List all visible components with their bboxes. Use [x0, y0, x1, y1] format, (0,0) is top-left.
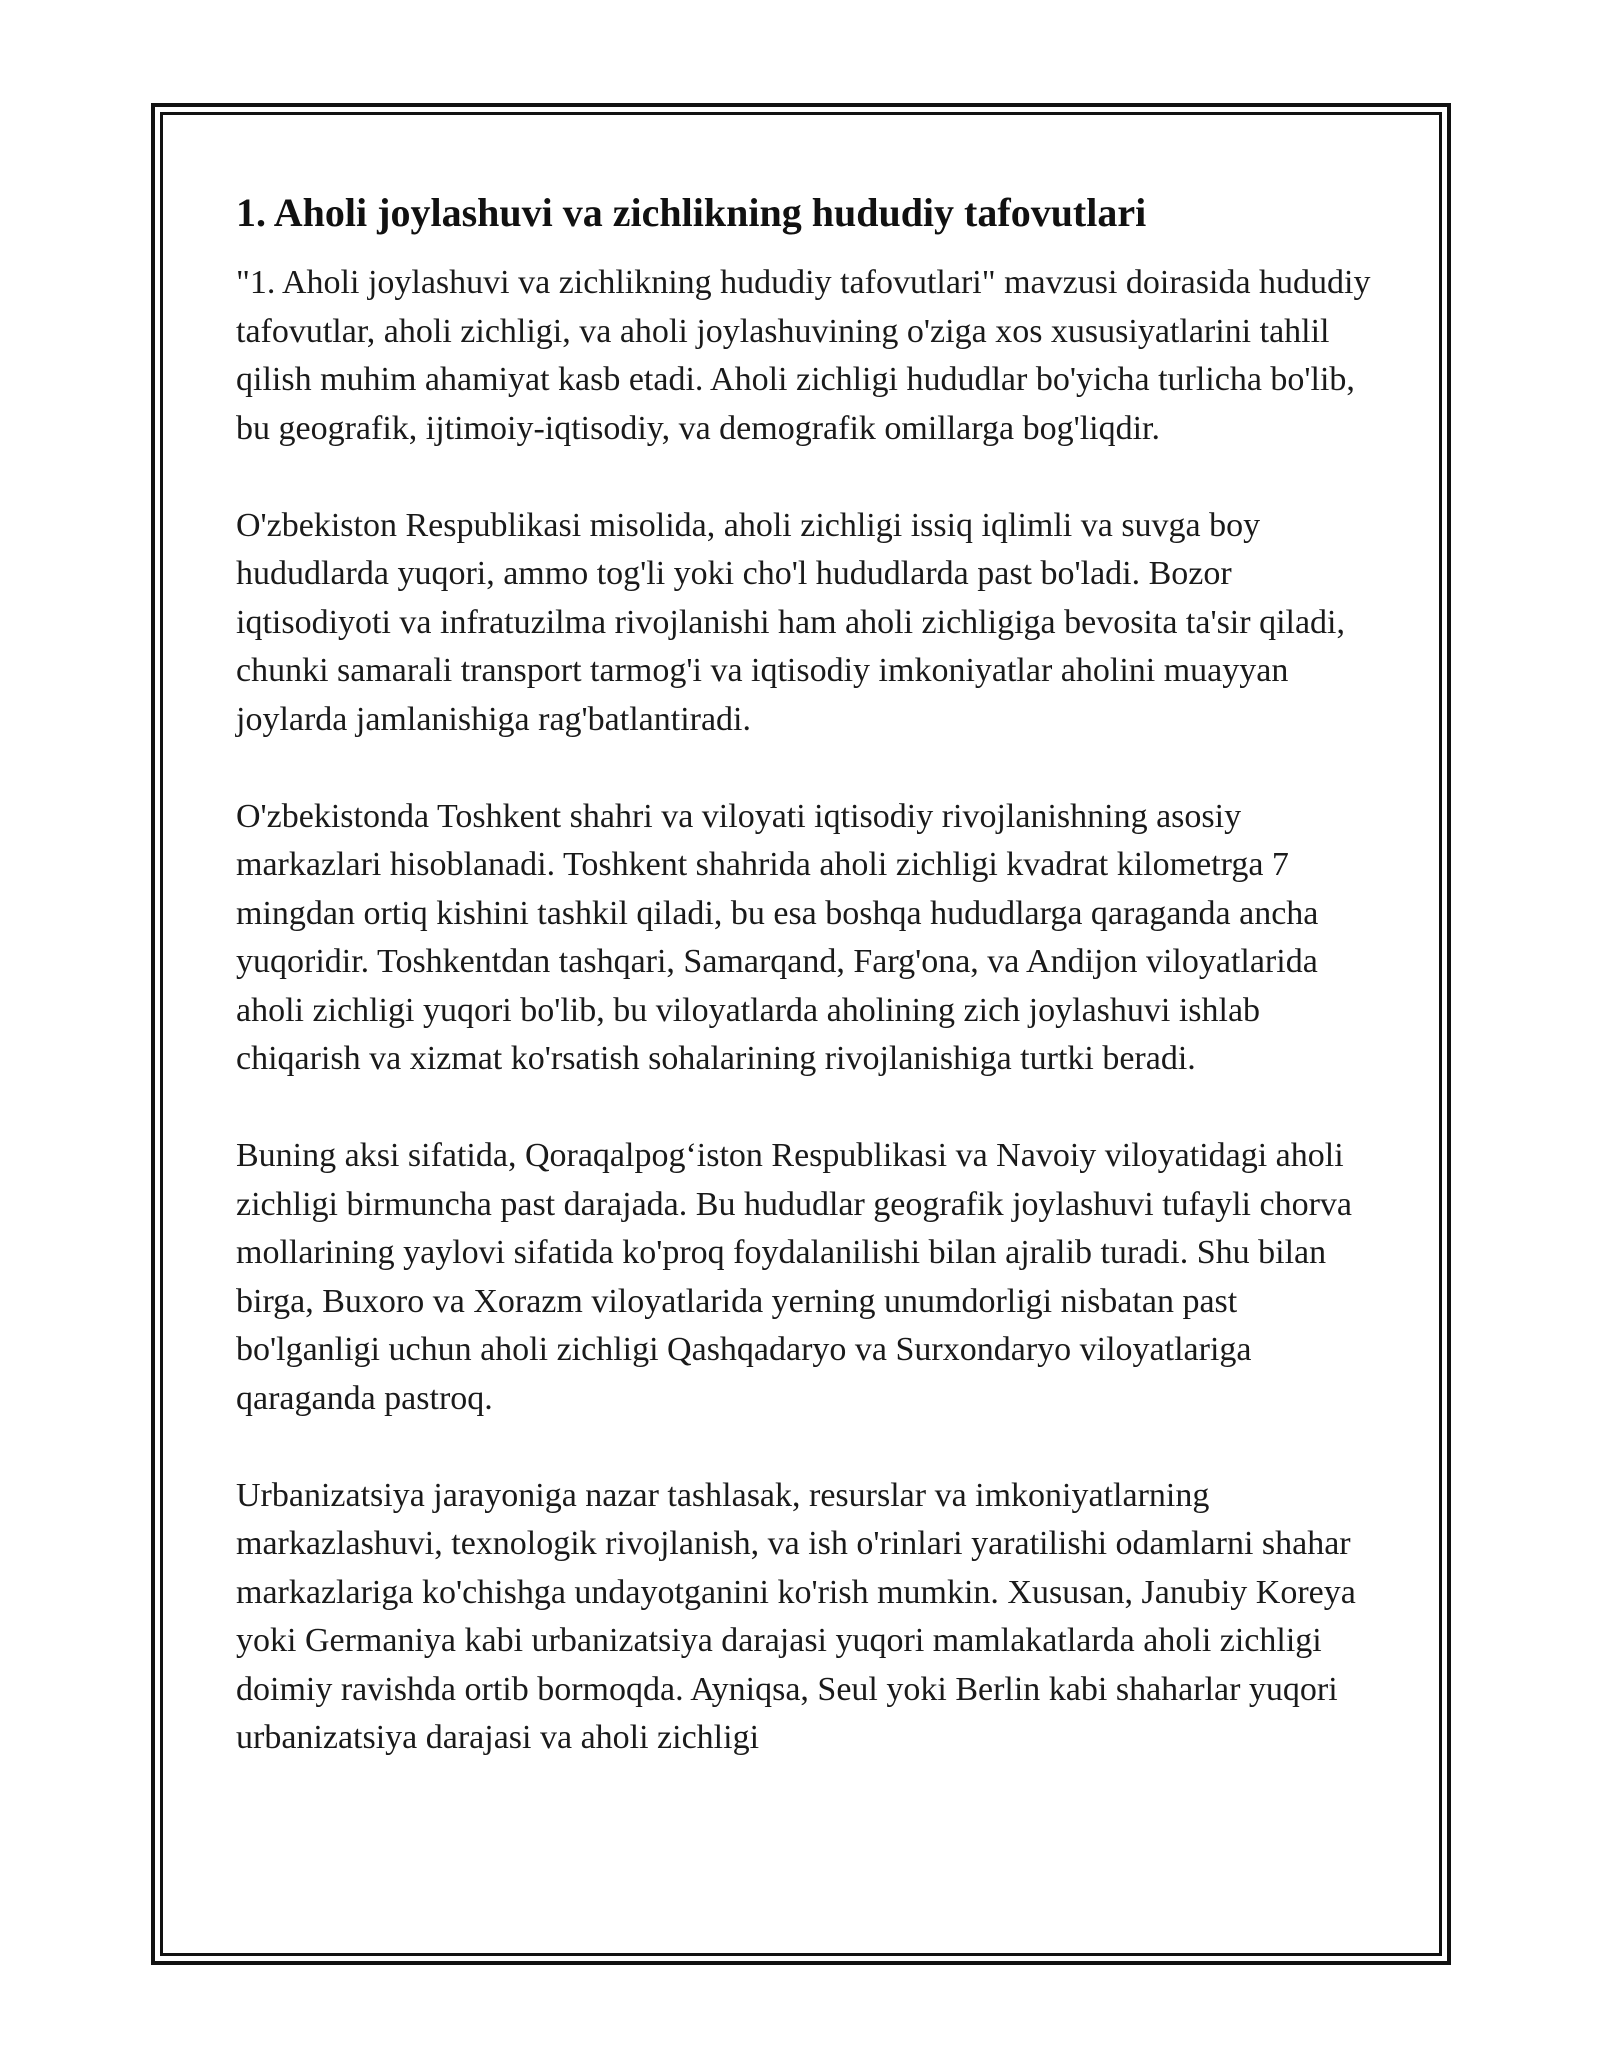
paragraph-low-density-regions: Buning aksi sifatida, Qoraqalpog‘iston Respublikasi va Navoiy viloyatidagi aholi zichligi birmuncha past darajada. Bu hududlar geografik joylashuvi tufayli chorva mollarining yaylovi sifatida ko'proq foydalanilishi bilan ajralib turadi. Shu bilan birga, Buxoro va Xorazm viloyatlarida yerning unumdorligi nisbatan past bo'lganligi uchun aholi zichligi Qashqadaryo va Surxondaryo viloyatlariga qaraganda pastroq. [236, 1137, 1352, 1417]
page-title: 1. Aholi joylashuvi va zichlikning hududiy tafovutlari [236, 190, 1147, 235]
paragraph-urbanization: Urbanizatsiya jarayoniga nazar tashlasak, resurslar va imkoniyatlarning markazlashuvi, texnologik rivojlanish, va ish o'rinlari yaratilishi odamlarni shahar markazlariga ko'chishga undayotganini ko'rish mumkin. Xususan, Janubiy Koreya yoki Germaniya kabi urbanizatsiya darajasi yuqori mamlakatlarda aholi zichligi doimiy ravishda ortib bormoqda. Ayniqsa, Seul yoki Berlin kabi shaharlar yuqori urbanizatsiya darajasi va aholi zichligi [236, 1476, 1356, 1756]
paragraph-uzbekistan-density: O'zbekiston Respublikasi misolida, aholi zichligi issiq iqlimli va suvga boy hududlarda yuqori, ammo tog'li yoki cho'l hududlarda past bo'ladi. Bozor iqtisodiyoti va infratuzilma rivojlanishi ham aholi zichligiga bevosita ta'sir qiladi, chunki samarali transport tarmog'i va iqtisodiy imkoniyatlar aholini muayyan joylarda jamlanishiga rag'batlantiradi. [236, 506, 1346, 738]
document-body [236, 183, 1376, 1763]
paragraph-tashkent: O'zbekistonda Toshkent shahri va viloyati iqtisodiy rivojlanishning asosiy markazlari hisoblanadi. Toshkent shahrida aholi zichligi kvadrat kilometrga 7 mingdan ortiq kishini tashkil qiladi, bu esa boshqa hududlarga qaraganda ancha yuqoridir. Toshkentdan tashqari, Samarqand, Farg'ona, va Andijon viloyatlarida aholi zichligi yuqori bo'lib, bu viloyatlarda aholining zich joylashuvi ishlab chiqarish va xizmat ko'rsatish sohalarining rivojlanishiga turtki beradi. [236, 797, 1319, 1077]
paragraph-intro: "1. Aholi joylashuvi va zichlikning hududiy tafovutlari" mavzusi doirasida hududiy tafovutlar, aholi zichligi, va aholi joylashuvining o'ziga xos xususiyatlarini tahlil qilish muhim ahamiyat kasb etadi. Aholi zichligi hududlar bo'yicha turlicha bo'lib, bu geografik, ijtimoiy-iqtisodiy, va demografik omillarga bog'liqdir. [236, 264, 1371, 447]
